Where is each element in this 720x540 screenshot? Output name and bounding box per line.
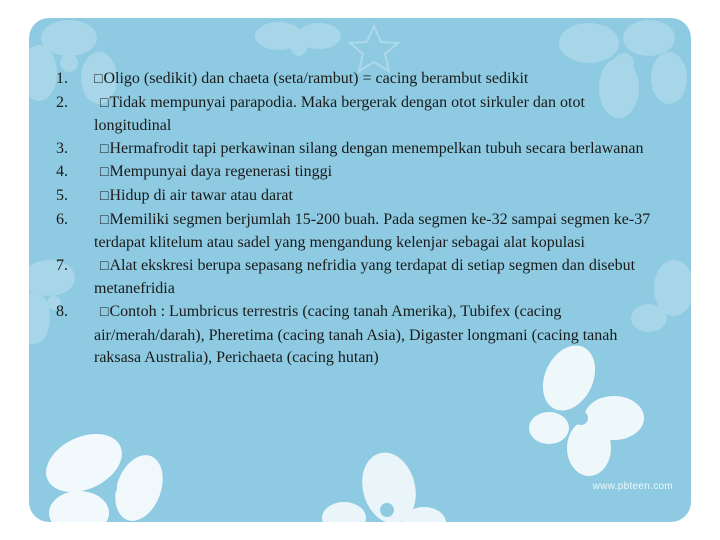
item-number: 6. bbox=[56, 210, 68, 228]
flower-top-center bbox=[255, 22, 341, 56]
bullet-glyph: □ bbox=[100, 212, 109, 228]
bullet-list bbox=[50, 68, 660, 370]
list-item bbox=[50, 92, 660, 138]
item-number: 8. bbox=[56, 302, 68, 320]
item-text: Memiliki segmen berjumlah 15-200 buah. Pada segmen ke-32 sampai segmen ke-37 terdapat klitelum atau sadel yang mengandung kelenjar sebagai alat kopulasi bbox=[94, 210, 651, 252]
bullet-glyph: □ bbox=[100, 304, 109, 320]
list-item bbox=[50, 209, 660, 255]
flower-bottom-center bbox=[322, 446, 446, 522]
flower-bottom-left bbox=[37, 423, 172, 522]
item-text: Hermafrodit tapi perkawinan silang dengan menempelkan tubuh secara berlawanan bbox=[109, 139, 644, 157]
item-text: Alat ekskresi berupa sepasang nefridia yang terdapat di setiap segmen dan disebut metanefridia bbox=[94, 256, 636, 298]
list-item bbox=[50, 185, 660, 209]
list-item bbox=[50, 301, 660, 370]
bullet-glyph: □ bbox=[94, 72, 103, 87]
list-item bbox=[50, 255, 660, 301]
bullet-glyph: □ bbox=[100, 258, 109, 274]
item-number: 5. bbox=[56, 186, 68, 204]
list-item bbox=[50, 161, 660, 185]
bullet-glyph: □ bbox=[100, 188, 109, 204]
item-text: Hidup di air tawar atau darat bbox=[109, 186, 293, 204]
item-number: 1. bbox=[56, 70, 68, 87]
item-number: 7. bbox=[56, 256, 68, 274]
bullet-glyph: □ bbox=[100, 95, 109, 111]
bullet-glyph: □ bbox=[100, 141, 109, 157]
list-item bbox=[50, 138, 660, 162]
item-text: Tidak mempunyai parapodia. Maka bergerak dengan otot sirkuler dan otot longitudinal bbox=[94, 93, 585, 135]
watermark: www.pbteen.com bbox=[592, 481, 673, 492]
item-number: 4. bbox=[56, 163, 68, 181]
item-number: 2. bbox=[56, 93, 68, 111]
bullet-glyph: □ bbox=[100, 165, 109, 181]
star-outline bbox=[350, 26, 398, 71]
item-number: 3. bbox=[56, 139, 68, 157]
list-item bbox=[50, 68, 660, 92]
item-text: Contoh : Lumbricus terrestris (cacing tanah Amerika), Tubifex (cacing air/merah/darah), Pheretima (cacing tanah Asia), Digaster longmani (cacing tanah raksasa Australia), Perichaeta (cacing hutan) bbox=[94, 302, 618, 367]
item-text: Mempunyai daya regenerasi tinggi bbox=[109, 163, 333, 181]
item-text: Oligo (sedikit) dan chaeta (seta/rambut) = cacing berambut sedikit bbox=[103, 70, 529, 87]
